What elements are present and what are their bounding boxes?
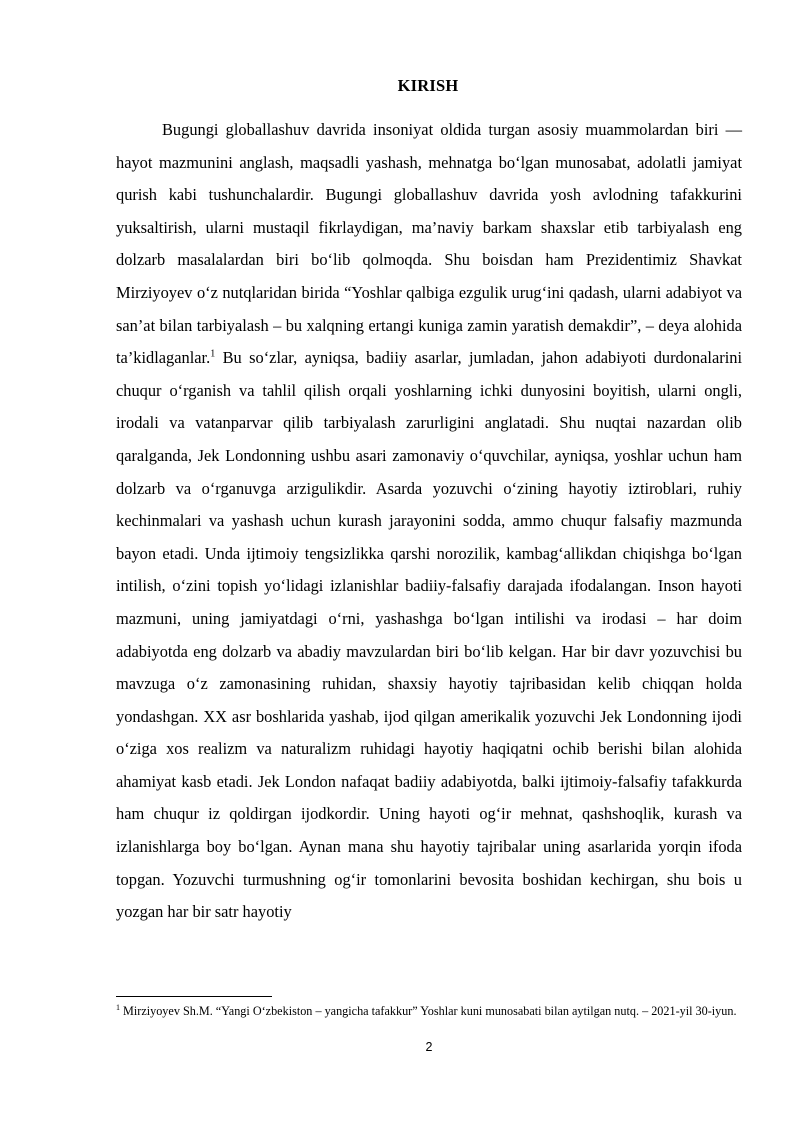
body-paragraph: [116, 114, 742, 929]
paragraph-text-before-note: Bugungi globallashuv davrida insoniyat oldida turgan asosiy muammolardan biri — hayot mazmunini anglash, maqsadli yashash, mehnatga bo‘lgan munosabat, adolatli jamiyat qurish kabi tushunchalardir. Bugungi globallashuv davrida yosh avlodning tafakkurini yuksaltirish, ularni mustaqil fikrlaydigan, ma’naviy barkam shaxslar etib tarbiyalash eng dolzarb masalalardan biri bo‘lib qolmoqda. Shu boisdan ham Prezidentimiz Shavkat Mirziyoyev o‘z nutqlaridan birida “Yoshlar qalbiga ezgulik urug‘ini qadash, ularni adabiyot va san’at bilan tarbiyalash – bu xalqning ertangi kuniga zamin yaratish demakdir”, – deya alohida ta’kidlaganlar.: [116, 120, 742, 368]
paragraph-text-after-note: Bu so‘zlar, ayniqsa, badiiy asarlar, jumladan, jahon adabiyoti durdonalarini chuqur o‘rganish va tahlil qilish orqali yoshlarning ichki dunyosini boyitish, ularni ongli, irodali va vatanparvar qilib tarbiyalash zarurligini anglatadi. Shu nuqtai nazardan olib qaralganda, Jek Londonning ushbu asari zamonaviy o‘quvchilar, ayniqsa, yoshlar uchun ham dolzarb va o‘rganuvga arzigulikdir. Asarda yozuvchi o‘zining hayotiy iztiroblari, ruhiy kechinmalari va yashash uchun kurash jarayonini sodda, ammo chuqur falsafiy mazmunda bayon etadi. Unda ijtimoiy tengsizlikka qarshi norozilik, kambag‘allikdan chiqishga bo‘lgan intilish, o‘zini topish yo‘lidagi izlanishlar badiiy-falsafiy darajada ifodalangan. Inson hayoti mazmuni, uning jamiyatdagi o‘rni, yashashga bo‘lgan intilishi va irodasi – har doim adabiyotda eng dolzarb va abadiy mavzulardan biri bo‘lib kelgan. Har bir davr yozuvchisi bu mavzuga o‘z zamonasining ruhidan, shaxsiy hayotiy tajribasidan kelib chiqqan holda yondashgan. XX asr boshlarida yashab, ijod qilgan amerikalik yozuvchi Jek Londonning ijodi o‘ziga xos realizm va naturalizm ruhidagi hayotiy haqiqatni ochib berishi bilan alohida ahamiyat kasb etadi. Jek London nafaqat badiiy adabiyotda, balki ijtimoiy-falsafiy tafakkurda ham chuqur iz qoldirgan ijodkordir. Uning hayoti og‘ir mehnat, qashshoqlik, kurash va izlanishlarga boy bo‘lgan. Aynan mana shu hayotiy tajribalar uning asarlarida yorqin ifoda topgan. Yozuvchi turmushning og‘ir tomonlarini bevosita boshidan kechirgan, shu bois u yozgan har bir satr hayotiy: [116, 348, 742, 922]
footnote: [116, 1003, 742, 1021]
page-number: 2: [425, 1040, 433, 1054]
footnote-text: Mirziyoyev Sh.M. “Yangi O‘zbekiston – yangicha tafakkur” Yoshlar kuni munosabati bilan aytilgan nutq. – 2021-yil 30-iyun.: [120, 1004, 737, 1018]
footnote-reference[interactable]: 1: [210, 348, 216, 360]
footnote-separator: [116, 996, 272, 997]
footnote-marker: 1: [116, 1002, 120, 1012]
section-heading: KIRISH: [397, 76, 459, 95]
